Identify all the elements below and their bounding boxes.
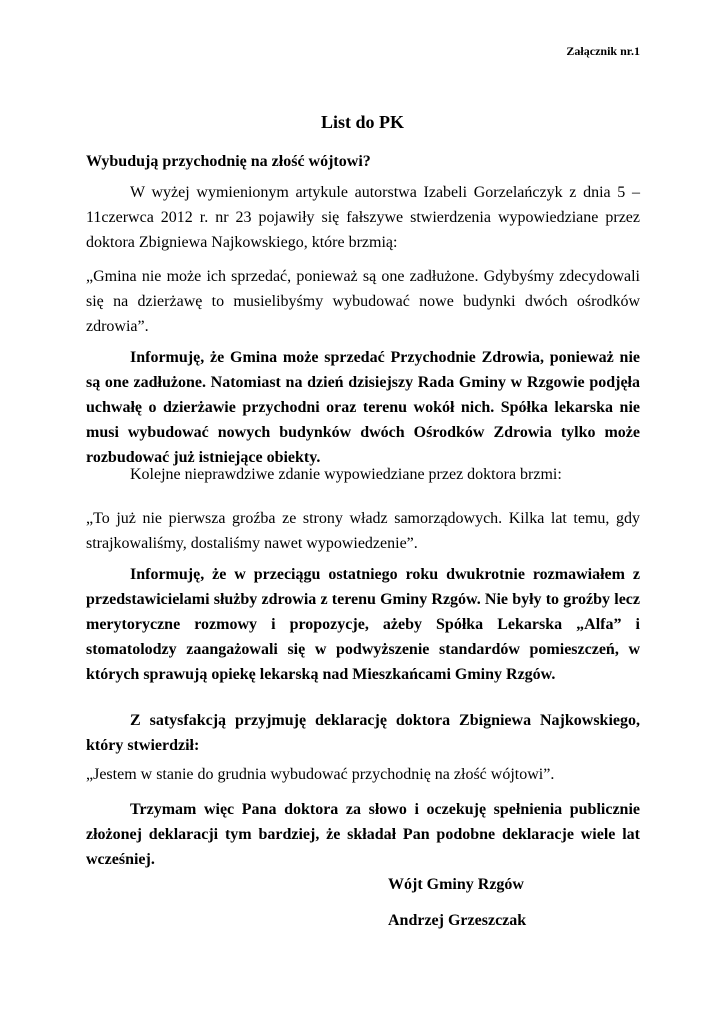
signature-name: Andrzej Grzeszczak <box>388 912 527 929</box>
paragraph-declaration: Z satysfakcją przyjmuję deklarację doktora Zbigniewa Najkowskiego, który stwierdził: <box>86 712 640 754</box>
article-subtitle: Wybudują przychodnię na złość wójtowi? <box>86 153 371 170</box>
paragraph-intro: W wyżej wymienionym artykule autorstwa Izabeli Gorzelańczyk z dnia 5 – 11czerwca 2012 r. nr 23 pojawiły się fałszywe stwierdzenia wypowiedziane przez doktora Zbigniewa Najkowskiego, które brzmią: <box>86 184 640 251</box>
paragraph-quote-1: „Gmina nie może ich sprzedać, ponieważ są one zadłużone. Gdybyśmy zdecydowali się na dzierżawę to musielibyśmy wybudować nowe budynki dwóch ośrodków zdrowia”. <box>86 268 640 335</box>
paragraph-conclusion: Trzymam więc Pana doktora za słowo i oczekuję spełnienia publicznie złożonej deklaracji tym bardziej, że składał Pan podobne deklaracje wiele lat wcześniej. <box>86 801 640 868</box>
signature-title: Wójt Gminy Rzgów <box>388 876 524 893</box>
paragraph-quote-2: „To już nie pierwsza groźba ze strony władz samorządowych. Kilka lat temu, gdy strajkowaliśmy, dostaliśmy nawet wypowiedzenie”. <box>86 510 640 552</box>
annex-label: Załącznik nr.1 <box>566 44 640 58</box>
paragraph-transition: Kolejne nieprawdziwe zdanie wypowiedziane przez doktora brzmi: <box>130 466 562 483</box>
paragraph-quote-3: „Jestem w stanie do grudnia wybudować przychodnię na złość wójtowi”. <box>86 766 555 783</box>
paragraph-response-2: Informuję, że w przeciągu ostatniego roku dwukrotnie rozmawiałem z przedstawicielami służby zdrowia z terenu Gminy Rzgów. Nie były to groźby lecz merytoryczne rozmowy i propozycje, ażeby Spółka Lekarska „Alfa” i stomatolodzy zaangażowali się w podwyższenie standardów pomieszczeń, w których sprawują opiekę lekarską nad Mieszkańcami Gminy Rzgów. <box>86 566 640 683</box>
paragraph-response-1: Informuję, że Gmina może sprzedać Przychodnie Zdrowia, ponieważ nie są one zadłużone. Natomiast na dzień dzisiejszy Rada Gminy w Rzgowie podjęła uchwałę o dzierżawie przychodni oraz terenu wokół nich. Spółka lekarska nie musi wybudować nowych budynków dwóch Ośrodków Zdrowia tylko może rozbudować już istniejące obiekty. <box>86 349 640 466</box>
letter-title: List do PK <box>320 112 404 132</box>
